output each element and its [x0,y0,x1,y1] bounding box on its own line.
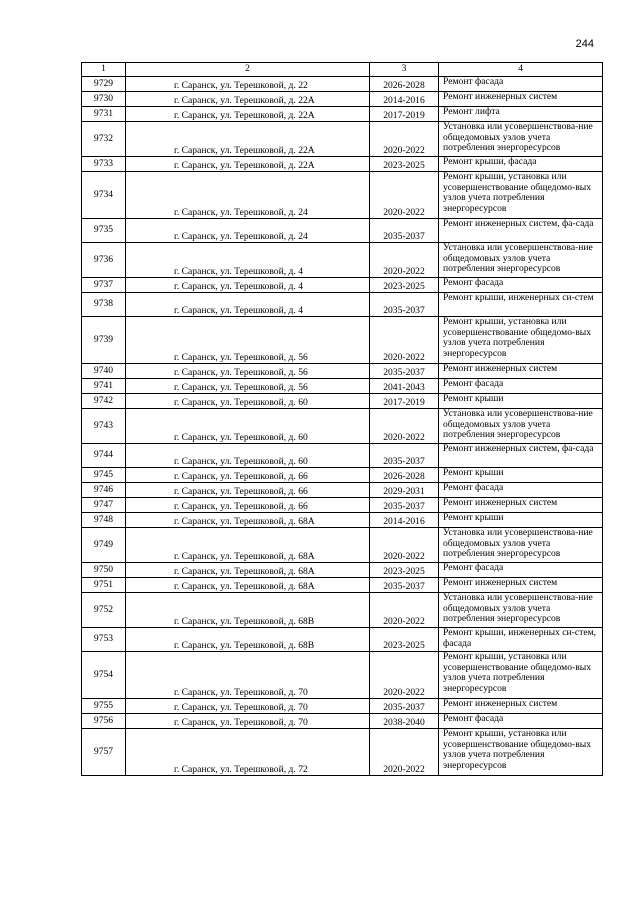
row-period: 2035-2037 [370,699,439,714]
column-header-2: 2 [126,63,370,77]
row-address: г. Саранск, ул. Терешковой, д. 68А [126,563,370,578]
row-address: г. Саранск, ул. Терешковой, д. 4 [126,278,370,293]
row-number: 9757 [82,729,126,776]
row-work: Ремонт инженерных систем [439,578,603,593]
row-address: г. Саранск, ул. Терешковой, д. 60 [126,444,370,468]
row-address: г. Саранск, ул. Терешковой, д. 56 [126,379,370,394]
row-period: 2014-2016 [370,92,439,107]
row-period: 2020-2022 [370,243,439,278]
row-number: 9749 [82,528,126,563]
row-period: 2017-2019 [370,107,439,122]
row-number: 9752 [82,593,126,628]
table-row [82,699,603,714]
row-address: г. Саранск, ул. Терешковой, д. 60 [126,409,370,444]
row-address: г. Саранск, ул. Терешковой, д. 56 [126,364,370,379]
row-work: Ремонт фасада [439,483,603,498]
row-work: Установка или усовершенствова-ние общедомовых узлов учета потребления энергоресурсов [439,528,603,563]
row-work: Установка или усовершенствова-ние общедомовых узлов учета потребления энергоресурсов [439,593,603,628]
row-work: Ремонт крыши, инженерных си-стем, фасада [439,628,603,652]
row-number: 9731 [82,107,126,122]
column-header-1: 1 [82,63,126,77]
table-row [82,628,603,652]
row-work: Ремонт крыши, установка или усовершенствование общедомо-вых узлов учета потребления энергоресурсов [439,729,603,776]
table-row [82,172,603,219]
row-period: 2026-2028 [370,77,439,92]
row-address: г. Саранск, ул. Терешковой, д. 56 [126,317,370,364]
table-row [82,468,603,483]
table-row [82,528,603,563]
row-address: г. Саранск, ул. Терешковой, д. 66 [126,483,370,498]
table-row [82,243,603,278]
row-number: 9751 [82,578,126,593]
row-work: Ремонт фасада [439,278,603,293]
row-number: 9733 [82,157,126,172]
row-work: Ремонт инженерных систем, фа-сада [439,219,603,243]
row-period: 2026-2028 [370,468,439,483]
table-row [82,379,603,394]
row-period: 2035-2037 [370,444,439,468]
row-address: г. Саранск, ул. Терешковой, д. 24 [126,219,370,243]
row-period: 2020-2022 [370,528,439,563]
table-row [82,293,603,317]
table-row [82,563,603,578]
table-row [82,498,603,513]
row-work: Установка или усовершенствова-ние общедомовых узлов учета потребления энергоресурсов [439,243,603,278]
row-address: г. Саранск, ул. Терешковой, д. 68А [126,578,370,593]
column-header-3: 3 [370,63,439,77]
row-work: Ремонт крыши, фасада [439,157,603,172]
row-period: 2029-2031 [370,483,439,498]
row-address: г. Саранск, ул. Терешковой, д. 66 [126,498,370,513]
row-period: 2035-2037 [370,219,439,243]
row-address: г. Саранск, ул. Терешковой, д. 70 [126,652,370,699]
table-row [82,714,603,729]
row-address: г. Саранск, ул. Терешковой, д. 24 [126,172,370,219]
table-row [82,92,603,107]
row-period: 2038-2040 [370,714,439,729]
row-address: г. Саранск, ул. Терешковой, д. 22А [126,122,370,157]
row-period: 2017-2019 [370,394,439,409]
column-header-4: 4 [439,63,603,77]
row-period: 2035-2037 [370,364,439,379]
row-period: 2020-2022 [370,652,439,699]
row-number: 9740 [82,364,126,379]
row-period: 2020-2022 [370,172,439,219]
row-work: Ремонт крыши [439,513,603,528]
row-address: г. Саранск, ул. Терешковой, д. 70 [126,714,370,729]
row-number: 9745 [82,468,126,483]
row-period: 2023-2025 [370,563,439,578]
table-row [82,107,603,122]
row-work: Ремонт фасада [439,714,603,729]
row-number: 9736 [82,243,126,278]
row-period: 2035-2037 [370,498,439,513]
row-period: 2020-2022 [370,317,439,364]
row-period: 2035-2037 [370,578,439,593]
table-row [82,444,603,468]
row-number: 9746 [82,483,126,498]
table-row [82,593,603,628]
row-work: Ремонт крыши, установка или усовершенствование общедомо-вых узлов учета потребления энергоресурсов [439,317,603,364]
row-address: г. Саранск, ул. Терешковой, д. 66 [126,468,370,483]
row-number: 9742 [82,394,126,409]
row-number: 9738 [82,293,126,317]
row-number: 9750 [82,563,126,578]
row-number: 9737 [82,278,126,293]
row-number: 9741 [82,379,126,394]
table-row [82,409,603,444]
row-work: Ремонт крыши, установка или усовершенствование общедомо-вых узлов учета потребления энергоресурсов [439,172,603,219]
row-number: 9744 [82,444,126,468]
table-body [82,77,603,776]
row-number: 9729 [82,77,126,92]
row-number: 9755 [82,699,126,714]
row-work: Установка или усовершенствова-ние общедомовых узлов учета потребления энергоресурсов [439,122,603,157]
row-period: 2023-2025 [370,278,439,293]
row-address: г. Саранск, ул. Терешковой, д. 60 [126,394,370,409]
table-row [82,578,603,593]
table-row [82,278,603,293]
row-address: г. Саранск, ул. Терешковой, д. 68В [126,593,370,628]
table-row [82,364,603,379]
table-row [82,483,603,498]
row-work: Установка или усовершенствова-ние общедомовых узлов учета потребления энергоресурсов [439,409,603,444]
row-work: Ремонт фасада [439,563,603,578]
row-work: Ремонт фасада [439,379,603,394]
row-work: Ремонт крыши [439,394,603,409]
table-row [82,157,603,172]
repair-schedule-table [81,62,603,776]
row-period: 2041-2043 [370,379,439,394]
row-period: 2014-2016 [370,513,439,528]
table-row [82,122,603,157]
row-address: г. Саранск, ул. Терешковой, д. 22А [126,92,370,107]
row-work: Ремонт лифта [439,107,603,122]
table-row [82,513,603,528]
row-period: 2035-2037 [370,293,439,317]
row-number: 9730 [82,92,126,107]
row-address: г. Саранск, ул. Терешковой, д. 22 [126,77,370,92]
row-work: Ремонт инженерных систем [439,699,603,714]
row-work: Ремонт инженерных систем, фа-сада [439,444,603,468]
row-period: 2023-2025 [370,157,439,172]
row-work: Ремонт крыши, установка или усовершенствование общедомо-вых узлов учета потребления энергоресурсов [439,652,603,699]
row-period: 2020-2022 [370,729,439,776]
row-address: г. Саранск, ул. Терешковой, д. 68А [126,513,370,528]
row-number: 9739 [82,317,126,364]
row-work: Ремонт инженерных систем [439,364,603,379]
row-address: г. Саранск, ул. Терешковой, д. 68А [126,528,370,563]
row-work: Ремонт инженерных систем [439,92,603,107]
row-address: г. Саранск, ул. Терешковой, д. 4 [126,293,370,317]
row-number: 9754 [82,652,126,699]
row-work: Ремонт инженерных систем [439,498,603,513]
row-address: г. Саранск, ул. Терешковой, д. 72 [126,729,370,776]
row-address: г. Саранск, ул. Терешковой, д. 22А [126,107,370,122]
row-work: Ремонт крыши [439,468,603,483]
row-period: 2023-2025 [370,628,439,652]
row-address: г. Саранск, ул. Терешковой, д. 4 [126,243,370,278]
table-header-row [82,63,603,77]
row-address: г. Саранск, ул. Терешковой, д. 22А [126,157,370,172]
row-address: г. Саранск, ул. Терешковой, д. 70 [126,699,370,714]
row-address: г. Саранск, ул. Терешковой, д. 68В [126,628,370,652]
row-period: 2020-2022 [370,122,439,157]
table-row [82,729,603,776]
row-period: 2020-2022 [370,409,439,444]
row-work: Ремонт крыши, инженерных си-стем [439,293,603,317]
row-number: 9732 [82,122,126,157]
row-number: 9753 [82,628,126,652]
table-row [82,652,603,699]
row-work: Ремонт фасада [439,77,603,92]
row-number: 9748 [82,513,126,528]
page-number: 244 [575,38,594,50]
table-row [82,394,603,409]
row-period: 2020-2022 [370,593,439,628]
row-number: 9747 [82,498,126,513]
table-row [82,219,603,243]
table-row [82,317,603,364]
row-number: 9743 [82,409,126,444]
table-row [82,77,603,92]
row-number: 9735 [82,219,126,243]
row-number: 9734 [82,172,126,219]
row-number: 9756 [82,714,126,729]
